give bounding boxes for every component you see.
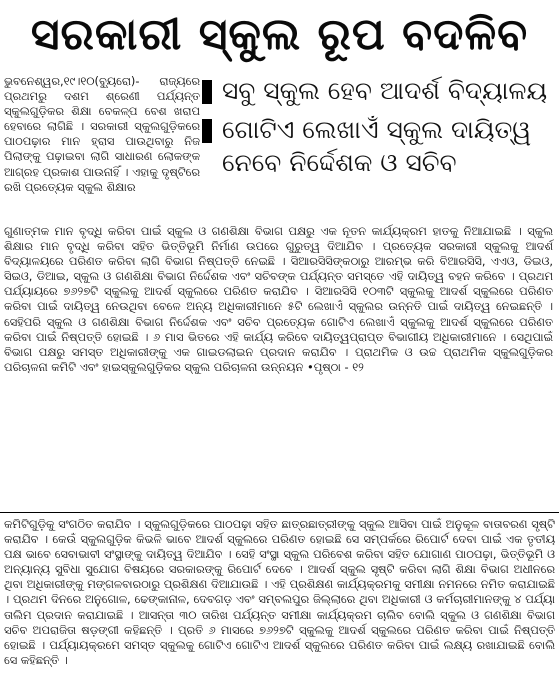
continuation-paragraph: କମିଟିଗୁଡ଼ିକୁ ସଂଗଠିତ କରାଯିବ । ସ୍କୁଲଗୁଡ଼ିକରେ ପାଠପଢ଼ା ସହିତ ଛାତ୍ରଛାତ୍ରୀଙ୍କୁ ସ୍କୁଲ ଆସିବା ପାଇଁ ଅନୁକୂଳ ବାତାବରଣ ସୃଷ୍ଟି କରାଯିବ । କେଉଁ ସ୍କୁଲଗୁଡ଼ିକ କିଭଳି ଭାବେ ଆଦର୍ଶ ସ୍କୁଲରେ ପରିଣତ ହୋଇଛି ସେ ସମ୍ପର୍କରେ ରିପୋର୍ଟ ଦେବା ପାଇଁ ଏକ ତୃତୀୟ ପକ୍ଷ ଭାବେ ସେବାଭାବୀ ସଂସ୍ଥାଙ୍କୁ ଦାୟିତ୍ୱ ଦିଆଯିବ । ସେହି ସଂସ୍ଥା ସ୍କୁଲ ପରିବେଶ କରିବା ସହିତ ଯୋଗାଣ ପାଠପଢ଼ା, ଭିତ୍ତିଭୂମି ଓ ଅନ୍ୟାନ୍ୟ ସୁବିଧା ସୁଯୋଗ ବିଷୟରେ ସରକାରଙ୍କୁ ରିପୋର୍ଟ ଦେବେ । ଆଦର୍ଶ ସ୍କୁଲ ସୃଷ୍ଟି କରିବା ଲାଗି ଶିକ୍ଷା ବିଭାଗ ଅଧୀନରେ ଥିବା ଅଧିକାରୀଙ୍କୁ ମଙ୍ଗଳବାରଠାରୁ ପ୍ରଶିକ୍ଷଣ ଦିଆଯାଉଛି । ଏହି ପ୍ରଶିକ୍ଷଣ କାର୍ଯ୍ୟକ୍ରମକୁ ସମୀକ୍ଷା ନମନରେ ନମିତ କରାଯାଇଛି । ପ୍ରଥମ ଦିନରେ ଅନୁଗୋଳ, ଢେଙ୍କାନାଳ, ଦେବଗଡ଼ ଏବଂ ସମ୍ବଲପୁର ଜିଲ୍ଲାରେ ଥିବା ଅଧିକାରୀ ଓ କର୍ମଚାରୀମାନଙ୍କୁ ୪ ପର୍ଯ୍ୟା ତାଲିମ ପ୍ରଦାନ କରାଯାଇଛି । ଆସନ୍ତା ୩୦ ତାରିଖ ପର୍ଯ୍ୟନ୍ତ ସମୀକ୍ଷା କାର୍ଯ୍ୟକ୍ରମ ଚାଲିବ ବୋଲି ସ୍କୁଲ ଓ ଗଣଶିକ୍ଷା ବିଭାଗ ସଚିବ ଅପରାଜିତା ଷଡ଼ଙ୍ଗୀ କହିଛନ୍ତି । ପ୍ରତି ୬ ମାସରେ ୭୬୨୭ଟି ସ୍କୁଲକୁ ଆଦର୍ଶ ସ୍କୁଲରେ ପରିଣତ କରିବା ପାଇଁ ନିଷ୍ପତ୍ତି ହୋଇଛି । ପର୍ଯ୍ୟାୟକ୍ରମେ ସମସ୍ତ ସ୍କୁଲକୁ ଗୋଟିଏ ଗୋଟିଏ ଆଦର୍ଶ ସ୍କୁଲରେ ପରିଣତ କରିବା ପାଇଁ ଲକ୍ଷ୍ୟ ରଖାଯାଇଛି ବୋଲି ସେ କହିଛନ୍ତି । bbox=[4, 517, 555, 667]
lead-paragraph: ଭୁବନେଶ୍ୱର,୧୯।୧୦(ବ୍ୟୁରୋ)- ରାଜ୍ୟରେ ପ୍ରଥମରୁ ଦଶମ ଶ୍ରେଣୀ ପର୍ଯ୍ୟନ୍ତ ସ୍କୁଲଗୁଡ଼ିକର ଶିକ୍ଷା ବେକଳ୍ପ ବେଶ ଖରାପ ହେବାରେ ଲାଗିଛି । ସରକାରୀ ସ୍କୁଲଗୁଡ଼ିକରେ ପାଠପଢ଼ାର ମାନ ହ୍ରାସ ପାଉଥିବାରୁ ନିଜ ପିଲାଙ୍କୁ ପଢ଼ାଇବା ଲାଗି ସାଧାରଣ ଲୋକଙ୍କ ଆଗ୍ରହ ପ୍ରକାଶ ପାଉନାହିଁ । ଏହାକୁ ଦୃଷ୍ଟିରେ ରଖି ପ୍ରତ୍ୟେକ ସ୍କୁଲ ଶିକ୍ଷାର bbox=[4, 74, 200, 194]
body-text bbox=[4, 224, 553, 375]
highlight-bar-icon bbox=[202, 80, 212, 104]
continuation-section bbox=[0, 512, 559, 697]
highlight-bar-icon bbox=[202, 119, 212, 143]
highlight-text: ସବୁ ସ୍କୁଲ ହେବ ଆଦର୍ଶ ବିଦ୍ୟାଳୟ bbox=[222, 76, 548, 105]
article-headline: ସରକାରୀ ସ୍କୁଲ ରୂପ ବଦଳିବ bbox=[30, 8, 529, 60]
body-paragraph: ଗୁଣାତ୍ମକ ମାନ ବୃଦ୍ଧି କରିବା ପାଇଁ ସ୍କୁଲ ଓ ଗଣଶିକ୍ଷା ବିଭାଗ ପକ୍ଷରୁ ଏକ ନୂତନ କାର୍ଯ୍ୟକ୍ରମ ହାତକୁ ନିଆଯାଇଛି । ସ୍କୁଲ ଶିକ୍ଷାର ମାନ ବୃଦ୍ଧି କରିବା ସହିତ ଭିତ୍ତିଭୂମି ନିର୍ମାଣ ଉପରେ ଗୁରୁତ୍ୱ ଦିଆଯିବ । ପ୍ରତ୍ୟେକ ସରକାରୀ ସ୍କୁଲକୁ ଆଦର୍ଶ ବିଦ୍ୟାଳୟରେ ପରିଣତ କରିବା ଲାଗି ବିଭାଗ ନିଷ୍ପତ୍ତି ନେଇଛି । ସିଆରସିସିଙ୍କଠାରୁ ଆରମ୍ଭ କରି ବିଆରସିସି, ଏଏଓ, ଡିଇଓ, ସିଇଓ, ଡିଆଇ, ସ୍କୁଲ ଓ ଗଣଶିକ୍ଷା ବିଭାଗ ନିର୍ଦ୍ଦେଶକ ଏବଂ ସଚିବଙ୍କ ପର୍ଯ୍ୟନ୍ତ ସମସ୍ତେ ଏହି ଦାୟିତ୍ୱ ବହନ କରିବେ । ପ୍ରଥମ ପର୍ଯ୍ୟାୟରେ ୭୬୨୭ଟି ସ୍କୁଲକୁ ଆଦର୍ଶ ସ୍କୁଲରେ ପରିଣତ କରାଯିବ । ସିଆରସିସି ୧୦୩ଟି ସ୍କୁଲକୁ ଆଦର୍ଶ ସ୍କୁଲରେ ପରିଣତ କରିବା ପାଇଁ ଦାୟିତ୍ୱ ନେଉଥିବା ବେଳେ ଅନ୍ୟ ଅଧିକାରୀମାନେ ୫ଟି ଲେଖାଏଁ ସ୍କୁଲର ଉନ୍ନତି ପାଇଁ ଦାୟିତ୍ୱ ନେଇଛନ୍ତି । ସେହିପରି ସ୍କୁଲ ଓ ଗଣଶିକ୍ଷା ବିଭାଗ ନିର୍ଦ୍ଦେଶକ ଏବଂ ସଚିବ ପ୍ରତ୍ୟେକ ଗୋଟିଏ ଲେଖାଏଁ ସ୍କୁଲକୁ ଆଦର୍ଶ ସ୍କୁଲରେ ପରିଣତ କରିବା ପାଇଁ ନିଷ୍ପତ୍ତି ହୋଇଛି । ୬ ମାସ ଭିତରେ ଏହି କାର୍ଯ୍ୟ କରିବେ ଦାୟିତ୍ୱପ୍ରାପ୍ତ ବିଭାଗୀୟ ଅଧିକାରୀମାନେ । ସେଥିପାଇଁ ବିଭାଗ ପକ୍ଷରୁ ସମସ୍ତ ଅଧିକାରୀଙ୍କୁ ଏକ ଗାଇଡଲାଇନ ପ୍ରଦାନ କରାଯିବ । ପ୍ରାଥମିକ ଓ ଉଚ୍ଚ ପ୍ରାଥମିକ ସ୍କୁଲଗୁଡ଼ିକର ପରିଚାଳନା କମିଟି ଏବଂ ହାଇସ୍କୁଲଗୁଡ଼ିକର ସ୍କୁଲ ପରିଚାଳନା ଉନ୍ନୟନ bbox=[4, 224, 553, 374]
highlight-text: ଗୋଟିଏ ଲେଖାଏଁ ସ୍କୁଲ ଦାୟିତ୍ୱ ନେବେ ନିର୍ଦ୍ଦେଶକ ଓ ସଚିବ bbox=[222, 115, 532, 177]
highlight-item bbox=[196, 74, 552, 107]
lead-column bbox=[4, 74, 200, 195]
page-reference: •ପୃଷ୍ଠା - ୧୨ bbox=[307, 359, 364, 374]
highlight-item bbox=[196, 113, 552, 179]
